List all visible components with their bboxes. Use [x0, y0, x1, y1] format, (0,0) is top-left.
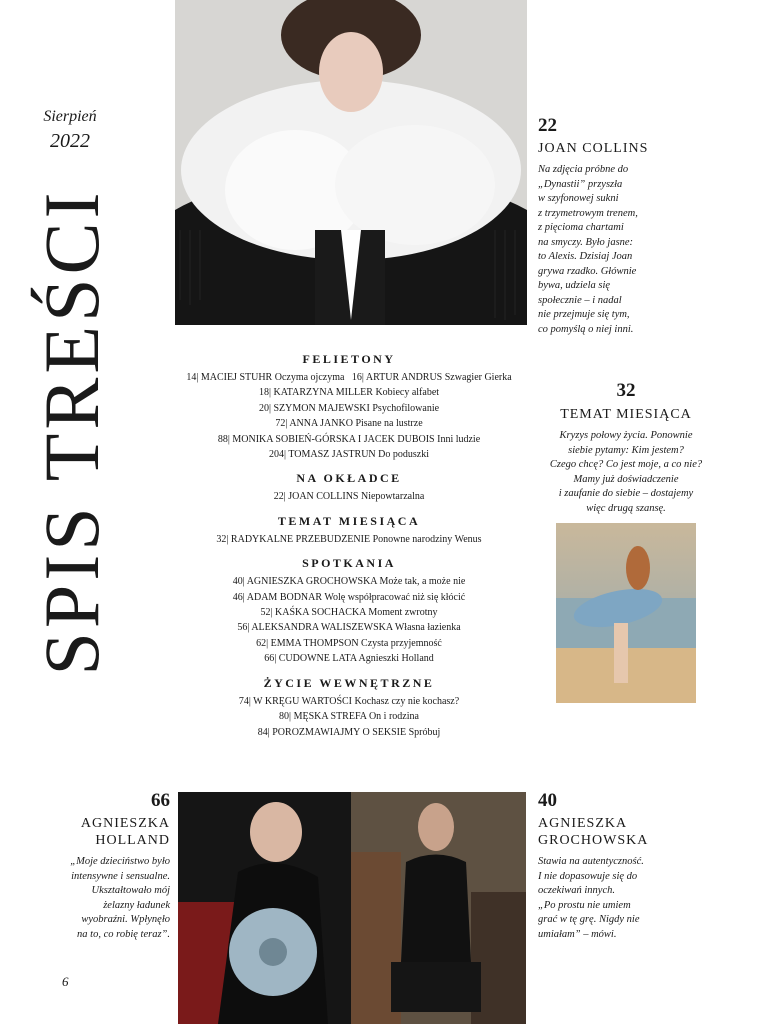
toc-article-title: On i rodzina [368, 711, 419, 723]
toc-entry[interactable] [165, 416, 533, 431]
toc-entry[interactable] [165, 651, 533, 666]
toc-article-title: Spróbuj [408, 726, 441, 738]
feature-text: Kryzys połowy życia. Ponownie siebie pytamy: Kim jestem? Czego chcę? Co jest moje, a co nie? Mamy już doświadczenie i zaufanie do siebie – dostajemy więc drugą szansę. [549, 430, 703, 514]
joan-collins-photo [175, 0, 527, 325]
toc-article-title: Własna łazienka [394, 622, 461, 634]
feature-name: JOAN COLLINS [538, 141, 649, 156]
toc-article-title: Szwagier Gierka [444, 372, 512, 383]
toc-author: TOMASZ JASTRUN [288, 449, 376, 461]
toc-entry[interactable] [165, 620, 533, 635]
toc-entry[interactable] [165, 574, 533, 589]
toc-page-number: 56| [237, 622, 250, 634]
toc-author: JOAN COLLINS [288, 491, 359, 503]
toc-author: CUDOWNE LATA [278, 653, 357, 665]
toc-article-title: Agnieszki Holland [358, 653, 434, 665]
toc-page-number: 20| [258, 402, 271, 414]
toc-entry[interactable] [165, 605, 533, 620]
toc-page-number: 84| [257, 726, 270, 738]
toc-author: ALEKSANDRA WALISZEWSKA [251, 622, 393, 634]
toc-author: MACIEJ STUHR [200, 372, 273, 383]
toc-page-number: 88| [217, 433, 230, 445]
toc-entry[interactable] [165, 709, 533, 724]
toc-author: POROZMAWIAJMY O SEKSIE [272, 726, 407, 738]
venus-surfboard-photo [556, 523, 696, 703]
toc-article-title: Inni ludzie [437, 433, 481, 445]
feature-text: Stawia na autentyczność. I nie dopasowuje się do oczekiwań innych. „Po prostu nie umiem grać w tę grę. Nigdy nie umiałam” – mówi. [538, 856, 644, 940]
toc-article-title: Może tak, a może nie [379, 576, 466, 588]
toc-page-number: 18| [258, 387, 271, 399]
toc-author: EMMA THOMPSON [270, 637, 359, 649]
toc-author: RADYKALNE PRZEBUDZENIE [230, 533, 371, 545]
toc-entry[interactable] [165, 694, 533, 709]
issue-year: 2022 [50, 130, 90, 152]
feature-name: TEMAT MIESIĄCA [560, 407, 692, 422]
toc-page-number: 80| [279, 711, 292, 723]
toc-page-number: 66| [264, 653, 277, 665]
feature-text: „Moje dzieciństwo było intensywne i sensualne. Ukształtowało mój żelazny ładunek wyobraźni. Wpłynęło na to, co robię teraz”. [70, 856, 170, 940]
toc-page-number: 74| [238, 695, 251, 707]
toc-author: KATARZYNA MILLER [273, 387, 373, 399]
toc-page-number: 16| [351, 372, 364, 383]
toc-article-title: Pisane na lustrze [355, 418, 423, 430]
toc-author: ANNA JANKO [289, 418, 353, 430]
toc-article-title: Moment zwrotny [368, 607, 438, 619]
feature-page-number: 40 [538, 790, 557, 811]
toc-author: MONIKA SOBIEŃ-GÓRSKA I JACEK DUBOIS [232, 433, 435, 445]
toc-page-number: 62| [256, 637, 269, 649]
toc-entry[interactable] [165, 370, 533, 385]
toc-author: ARTUR ANDRUS [365, 372, 443, 383]
toc-entry[interactable] [165, 489, 533, 504]
toc-article-title: Niepowtarzalna [360, 491, 425, 503]
page-number: 6 [62, 974, 69, 989]
toc-article-title: Wolę współpracować niż się kłócić [324, 591, 466, 603]
toc-page-number: 32| [216, 533, 229, 545]
toc-page-number: 40| [232, 576, 245, 588]
toc-page-number: 14| [186, 372, 199, 383]
toc-page-number: 72| [275, 418, 288, 430]
toc-author: W KRĘGU WARTOŚCI [253, 695, 353, 707]
table-of-contents [165, 352, 533, 740]
toc-section-heading: ŻYCIE WEWNĘTRZNE [263, 675, 435, 690]
toc-author: MĘSKA STREFA [293, 711, 367, 723]
toc-section-heading: FELIETONY [302, 352, 396, 366]
page-title: SPIS TREŚCI [28, 188, 115, 676]
toc-entry[interactable] [165, 401, 533, 416]
toc-article-title: Czysta przyjemność [361, 637, 442, 649]
toc-article-title: Kochasz czy nie kochasz? [354, 695, 460, 707]
toc-article-title: Psychofilowanie [372, 402, 440, 414]
toc-entry[interactable] [165, 725, 533, 740]
toc-entry[interactable] [165, 636, 533, 651]
feature-name: AGNIESZKA HOLLAND [80, 816, 170, 848]
toc-author: AGNIESZKA GROCHOWSKA [246, 576, 377, 588]
toc-author: ADAM BODNAR [246, 591, 323, 603]
toc-entry[interactable] [165, 385, 533, 400]
toc-author: SZYMON MAJEWSKI [273, 402, 370, 414]
feature-text: Na zdjęcia próbne do „Dynastii” przyszła w szyfonowej sukni z trzymetrowym trenem, z pięcioma chartami na smyczy. Było jasne: to Alexis. Dzisiaj Joan grywa rzadko. Głównie bywa, udziela się społecznie – i nadal nie przejmuje się tym, co pomyślą o niej inni. [538, 164, 638, 335]
toc-page-number: 52| [260, 607, 273, 619]
feature-page-number: 32 [616, 380, 636, 401]
feature-page-number: 66 [151, 790, 170, 811]
toc-section-heading: NA OKŁADCE [296, 471, 402, 486]
toc-entry[interactable] [165, 432, 533, 447]
toc-article-title: Kobiecy alfabet [375, 387, 440, 399]
toc-page-number: 204| [268, 449, 286, 461]
toc-article-title: Oczyma ojczyma [274, 372, 345, 383]
toc-article-title: Ponowne narodziny Wenus [372, 533, 482, 545]
toc-page-number: 22| [273, 491, 286, 503]
toc-entry[interactable] [165, 447, 533, 462]
issue-month: Sierpień [43, 108, 97, 125]
toc-entry[interactable] [165, 590, 533, 605]
agnieszka-grochowska-photo [351, 792, 526, 1024]
feature-page-number: 22 [538, 115, 557, 136]
toc-author: KAŚKA SOCHACKA [275, 607, 366, 619]
toc-entry[interactable] [165, 532, 533, 547]
toc-page-number: 46| [232, 591, 245, 603]
feature-name: AGNIESZKA GROCHOWSKA [538, 816, 649, 848]
agnieszka-holland-photo [178, 792, 351, 1024]
toc-article-title: Do poduszki [378, 449, 430, 461]
toc-section-heading: SPOTKANIA [302, 556, 396, 571]
toc-section-heading: TEMAT MIESIĄCA [277, 513, 421, 528]
